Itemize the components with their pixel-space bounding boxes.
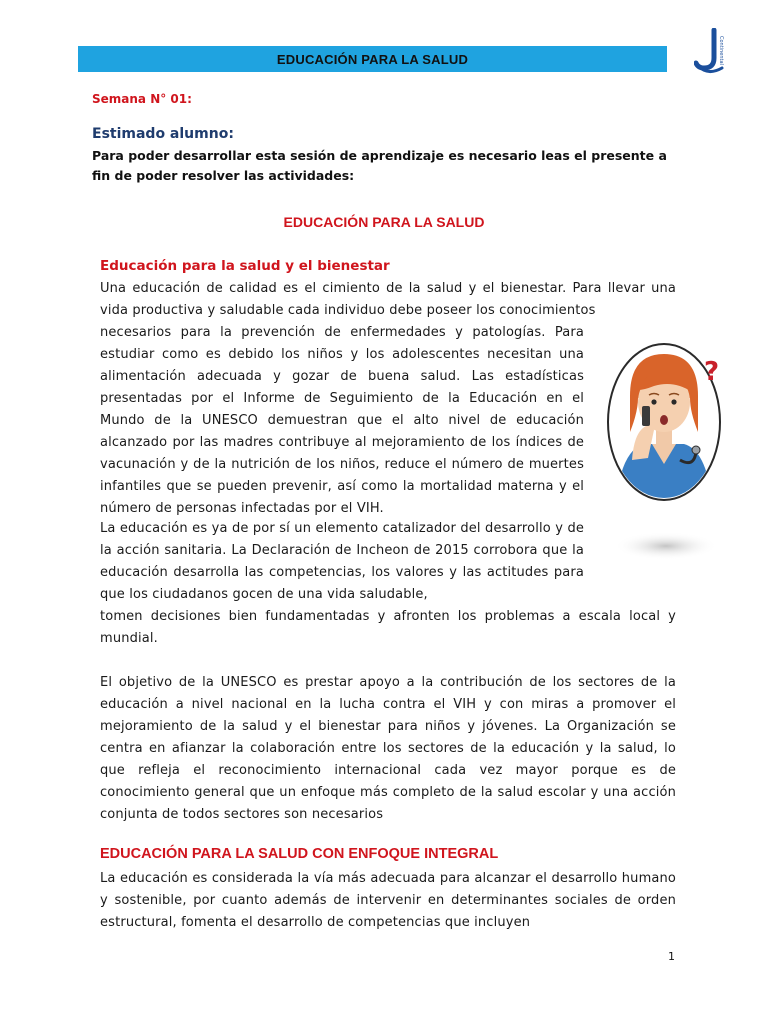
section1-paragraph1-narrow: necesarios para la prevención de enfermedades y patologías. Para estudiar como es debido los niños y los adolescentes necesitan una alimentación adecuada y gozar de buena salud. Las estadísticas presentadas por el Informe de Seguimiento de la Educación en el Mundo de la UNESCO demuestran que el alto nivel de educación alcanzado por las madres contribuye al mejoramiento de los índices de vacunación y de la nutrición de los niños, reduce el número de muertes infantiles que se pueden prevenir, así como la mortalidad materna y el número de personas infectadas por el VIH. [100,325,584,516]
logo-text: Continental [718,36,724,65]
section1-paragraph3: El objetivo de la UNESCO es prestar apoyo a la contribución de los sectores de la educación a nivel nacional en la lucha contra el VIH y con miras a promover el mejoramiento de la salud y el bienestar para niños y jóvenes. La Organización se centra en afianzar la colaboración entre los sectores de la educación y la salud, lo que refleja el reconocimiento internacional cada vez mayor porque es de conocimiento general que un enfoque más completo de la salud escolar y una acción conjunta de todos sectores son necesarios [100,675,676,822]
section1-paragraph2-narrow: La educación es ya de por sí un elemento catalizador del desarrollo y de la acción sanitaria. La Declaración de Incheon de 2015 corrobora que la educación desarrolla las competencias, los valores y las actitudes para que los ciudadanos gocen de una vida saludable, [100,521,584,602]
illustration-shadow [614,532,718,560]
page-number: 1 [668,950,675,963]
section1-title: Educación para la salud y el bienestar [100,258,390,274]
main-title: EDUCACIÓN PARA LA SALUD [283,214,485,230]
woman-question-illustration [604,340,728,570]
intro-text: Para poder desarrollar esta sesión de aprendizaje es necesario leas el presente a fin de poder resolver las actividades: [92,148,667,183]
section2-title: EDUCACIÓN PARA LA SALUD CON ENFOQUE INTEGRAL [100,846,499,862]
section1-paragraph2-wide: tomen decisiones bien fundamentadas y afronten los problemas a escala local y mundial. [100,609,676,646]
section1-paragraph1-wide: Una educación de calidad es el cimiento de la salud y el bienestar. Para llevar una vida productiva y saludable cada individuo debe poseer los conocimientos [100,281,676,318]
continental-logo [694,28,728,76]
week-label: Semana N° 01: [92,92,192,106]
greeting: Estimado alumno: [92,126,234,142]
section2-paragraph1: La educación es considerada la vía más adecuada para alcanzar el desarrollo humano y sostenible, por cuanto además de intervenir en determinantes sociales de orden estructural, fomenta el desarrollo de competencias que incluyen [100,871,676,930]
question-mark: ? [704,357,720,387]
header-title: EDUCACIÓN PARA LA SALUD [276,51,469,67]
header-bar [78,46,667,72]
